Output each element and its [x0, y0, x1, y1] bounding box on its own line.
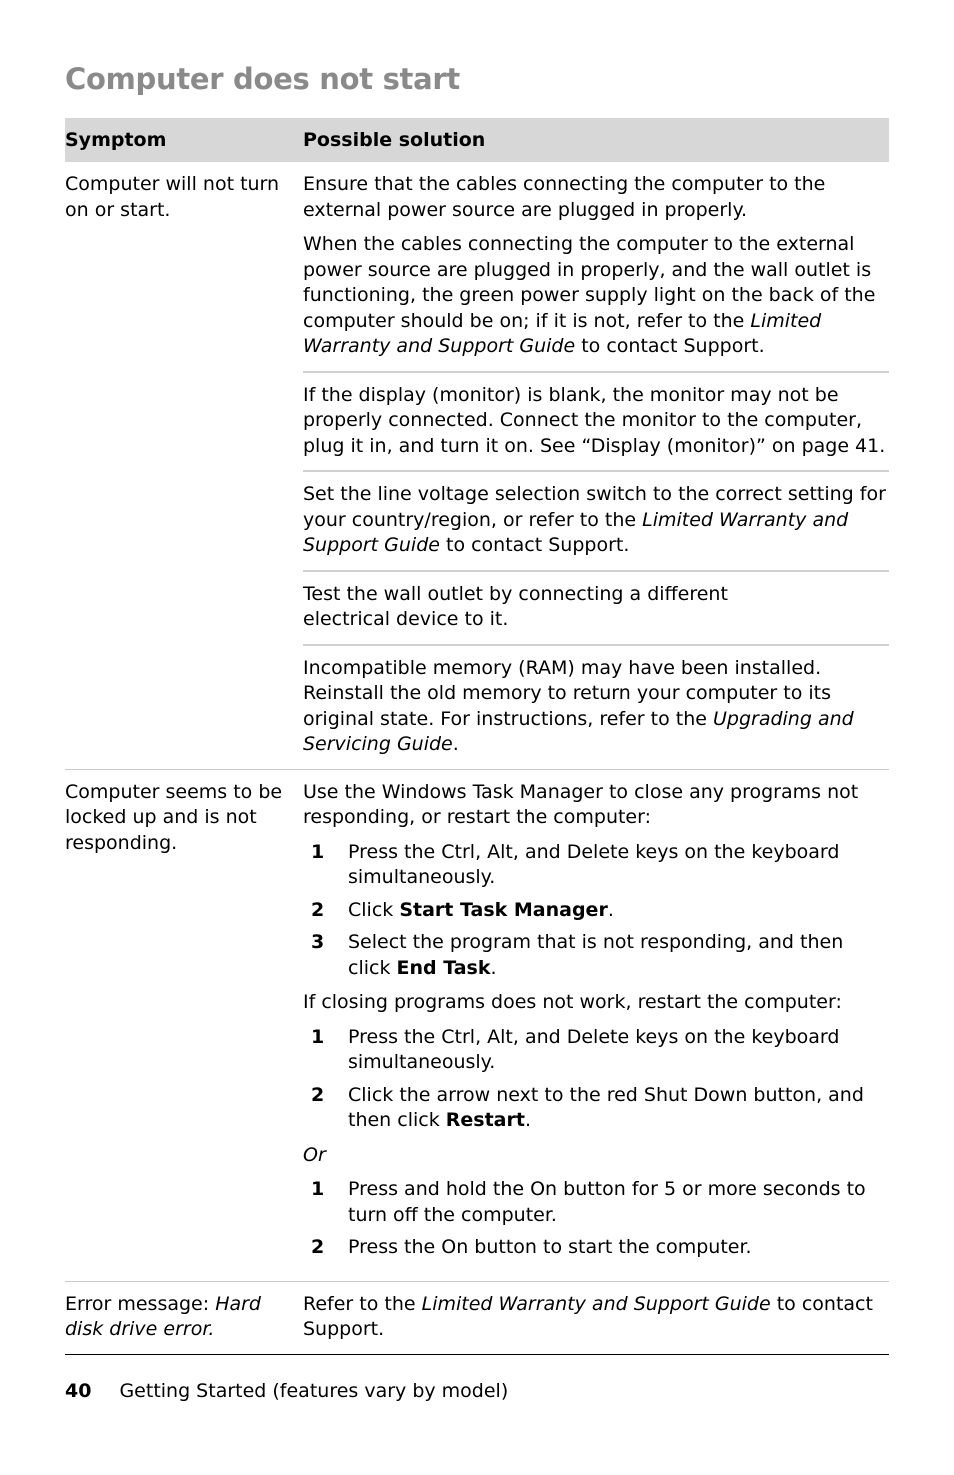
step-list	[303, 1177, 889, 1261]
ui-term: Start Task Manager	[399, 898, 608, 921]
header-symptom: Symptom	[65, 129, 167, 151]
step-item	[303, 930, 889, 981]
step-text: Select the program that is not responding, and then click End Task.	[348, 931, 844, 979]
step-text: Press the Ctrl, Alt, and Delete keys on the keyboard simultaneously.	[348, 840, 840, 888]
page-number: 40	[65, 1380, 92, 1402]
symptom-cell: Computer will not turn on or start.	[65, 173, 280, 221]
solution-block	[303, 770, 889, 1281]
solution-text: When the cables connecting the computer to the external power source are plugged in properly, and the wall outlet is functioning, the green power supply light on the back of the computer should be on; if it is not, refer to the Limited Warranty and Support Guide to contact Support.	[303, 233, 876, 357]
table-row	[65, 1282, 889, 1355]
solution-block	[303, 371, 889, 471]
ui-term: End Task	[396, 956, 491, 979]
error-message: Hard disk drive error	[65, 1292, 261, 1340]
solution-block	[303, 470, 889, 570]
step-item	[303, 1177, 889, 1228]
step-number: 3	[311, 931, 325, 953]
step-text: Click the arrow next to the red Shut Down button, and then click Restart.	[348, 1083, 864, 1131]
troubleshooting-table	[65, 118, 889, 1355]
solution-text: Refer to the Limited Warranty and Support Guide to contact Support.	[303, 1292, 873, 1340]
step-number: 2	[311, 898, 325, 921]
solution-block	[303, 570, 889, 644]
step-number: 2	[311, 1083, 325, 1106]
guide-title: Limited Warranty and Support Guide	[303, 508, 849, 556]
solution-cell	[303, 1282, 889, 1354]
ui-term: Restart	[445, 1109, 525, 1131]
step-number: 1	[311, 1178, 325, 1200]
symptom-cell: Error message: Hard disk drive error.	[65, 1292, 261, 1340]
solution-text: If the display (monitor) is blank, the monitor may not be properly connected. Connect the monitor to the computer, plug it in, and turn it on. See “Display (monitor)” on page 41.	[303, 383, 886, 457]
solution-cell	[303, 162, 889, 769]
header-solution: Possible solution	[303, 129, 486, 151]
step-item	[303, 898, 889, 924]
page-title: Computer does not start	[65, 62, 460, 96]
solution-block	[303, 1282, 889, 1354]
step-number: 1	[311, 840, 325, 863]
guide-title: Limited Warranty and Support Guide	[421, 1292, 771, 1315]
step-item	[303, 1083, 889, 1134]
solution-intro: Use the Windows Task Manager to close any programs not responding, or restart the computer:	[303, 780, 859, 828]
step-item	[303, 1025, 889, 1076]
guide-title: Upgrading and Servicing Guide	[303, 707, 854, 755]
solution-cell	[303, 770, 889, 1281]
step-text: Press the On button to start the computer.	[348, 1236, 752, 1258]
page-footer	[65, 1380, 508, 1402]
or-text: Or	[303, 1143, 326, 1166]
solution-text: Set the line voltage selection switch to the correct setting for your country/region, or refer to the Limited Warranty and Support Guide to contact Support.	[303, 483, 886, 556]
table-row	[65, 162, 889, 770]
solution-text: Test the wall outlet by connecting a different electrical device to it.	[303, 582, 728, 630]
step-item	[303, 840, 889, 891]
solution-text: Ensure that the cables connecting the computer to the external power source are plugged in properly.	[303, 173, 826, 221]
step-number: 2	[311, 1236, 325, 1258]
step-number: 1	[311, 1025, 325, 1048]
table-row	[65, 770, 889, 1282]
solution-text: If closing programs does not work, restart the computer:	[303, 991, 842, 1013]
table-header	[65, 118, 889, 162]
solution-text: Incompatible memory (RAM) may have been installed. Reinstall the old memory to return your computer to its original state. For instructions, refer to the Upgrading and Servicing Guide.	[303, 656, 854, 755]
solution-block	[303, 162, 889, 371]
solution-block	[303, 644, 889, 769]
guide-title: Limited Warranty and Support Guide	[303, 309, 822, 357]
step-item	[303, 1235, 889, 1261]
step-list	[303, 1025, 889, 1134]
footer-text: Getting Started (features vary by model)	[119, 1380, 509, 1402]
step-list	[303, 840, 889, 982]
step-text: Press and hold the On button for 5 or more seconds to turn off the computer.	[348, 1178, 866, 1226]
symptom-cell: Computer seems to be locked up and is not responding.	[65, 780, 283, 854]
step-text: Click Start Task Manager.	[348, 898, 614, 921]
step-text: Press the Ctrl, Alt, and Delete keys on the keyboard simultaneously.	[348, 1025, 840, 1073]
